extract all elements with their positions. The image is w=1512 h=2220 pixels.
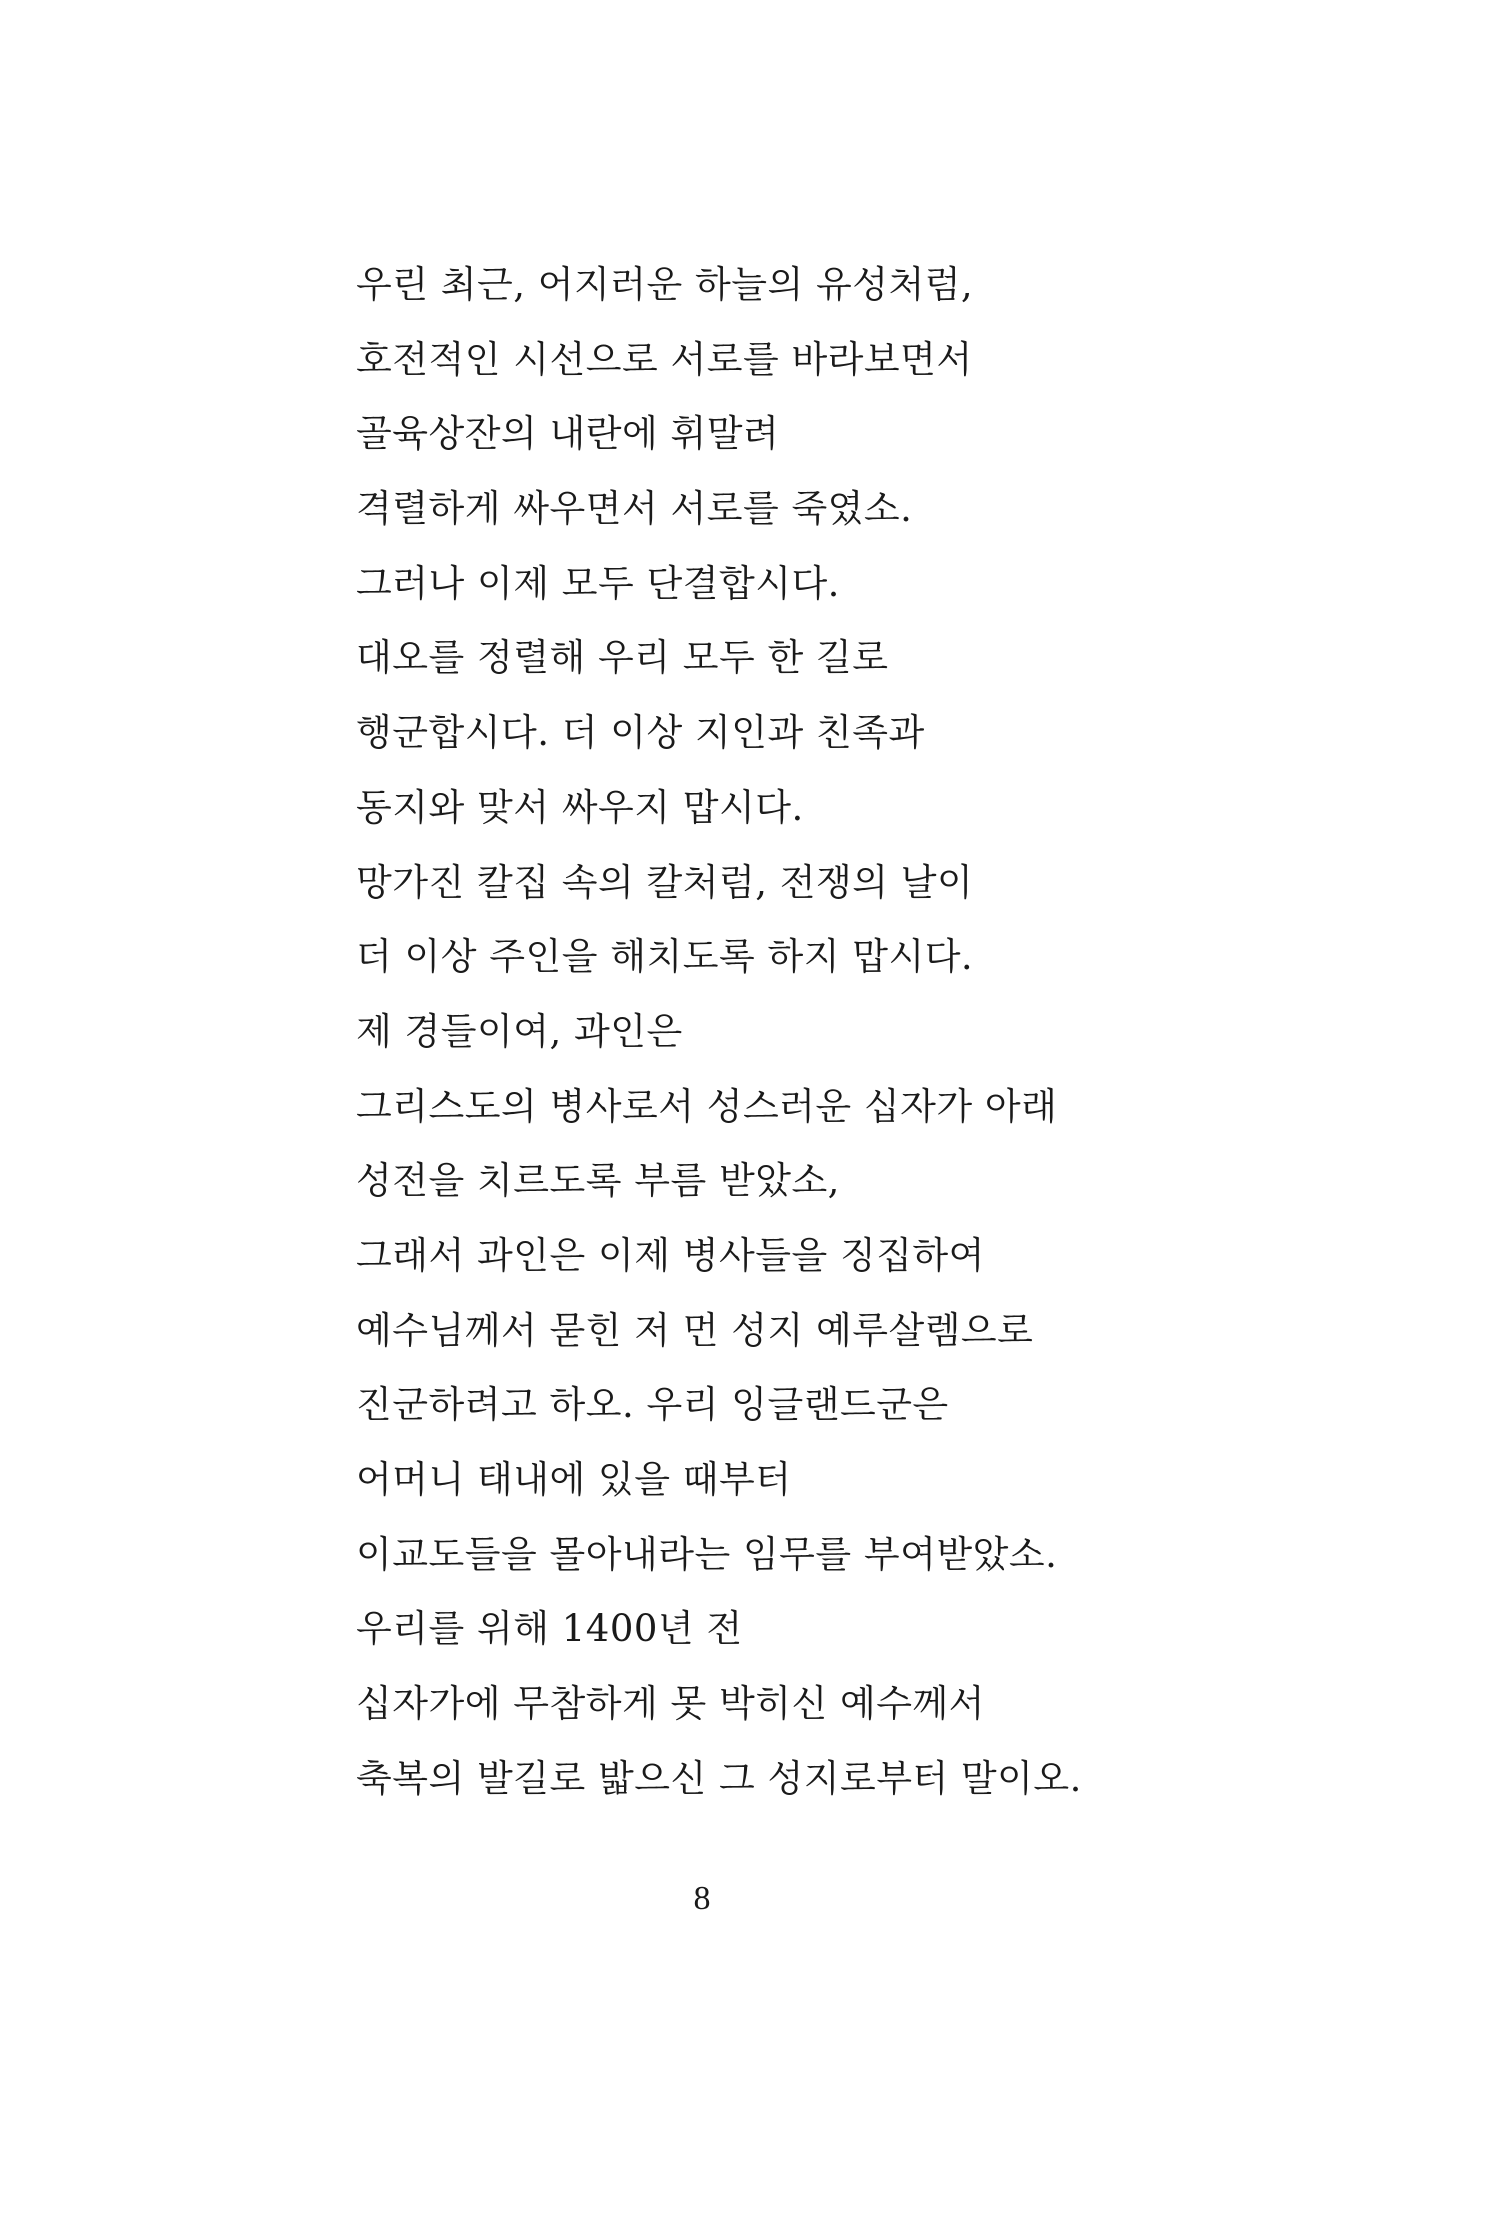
- poem-line: 진군하려고 하오. 우리 잉글랜드군은: [356, 1383, 949, 1427]
- poem-line: 망가진 칼집 속의 칼처럼, 전쟁의 날이: [356, 860, 974, 904]
- poem-line: 그러나 이제 모두 단결합시다.: [356, 561, 840, 605]
- poem-line: 골육상잔의 내란에 휘말려: [356, 412, 780, 456]
- poem-line: 축복의 발길로 밟으신 그 성지로부터 말이오.: [356, 1756, 1082, 1800]
- page-number: 8: [693, 1880, 711, 1917]
- poem-line: 동지와 맞서 싸우지 맙시다.: [356, 785, 804, 829]
- poem-line: 그리스도의 병사로서 성스러운 십자가 아래: [356, 1084, 1058, 1128]
- poem-line: 예수님께서 묻힌 저 먼 성지 예루살렘으로: [356, 1308, 1034, 1352]
- poem-line: 우리를 위해 1400년 전: [356, 1607, 743, 1651]
- poem-line: 제 경들이여, 과인은: [356, 1009, 683, 1053]
- poem-line: 더 이상 주인을 해치도록 하지 맙시다.: [356, 935, 974, 979]
- poem-line: 우린 최근, 어지러운 하늘의 유성처럼,: [356, 263, 974, 306]
- poem-line: 성전을 치르도록 부름 받았소,: [356, 1159, 840, 1203]
- poem-line: 이교도들을 몰아내라는 임무를 부여받았소.: [356, 1532, 1058, 1576]
- poem-line: 어머니 태내에 있을 때부터: [356, 1458, 792, 1501]
- poem-line: 호전적인 시선으로 서로를 바라보면서: [356, 337, 973, 381]
- poem-line: 그래서 과인은 이제 병사들을 징집하여: [356, 1233, 985, 1277]
- poem-line: 십자가에 무참하게 못 박히신 예수께서: [356, 1682, 985, 1726]
- poem-line: 행군합시다. 더 이상 지인과 친족과: [356, 711, 925, 755]
- poem-line: 대오를 정렬해 우리 모두 한 길로: [356, 636, 889, 680]
- poem-line: 격렬하게 싸우면서 서로를 죽였소.: [356, 487, 913, 531]
- poem-text: [356, 248, 1456, 1816]
